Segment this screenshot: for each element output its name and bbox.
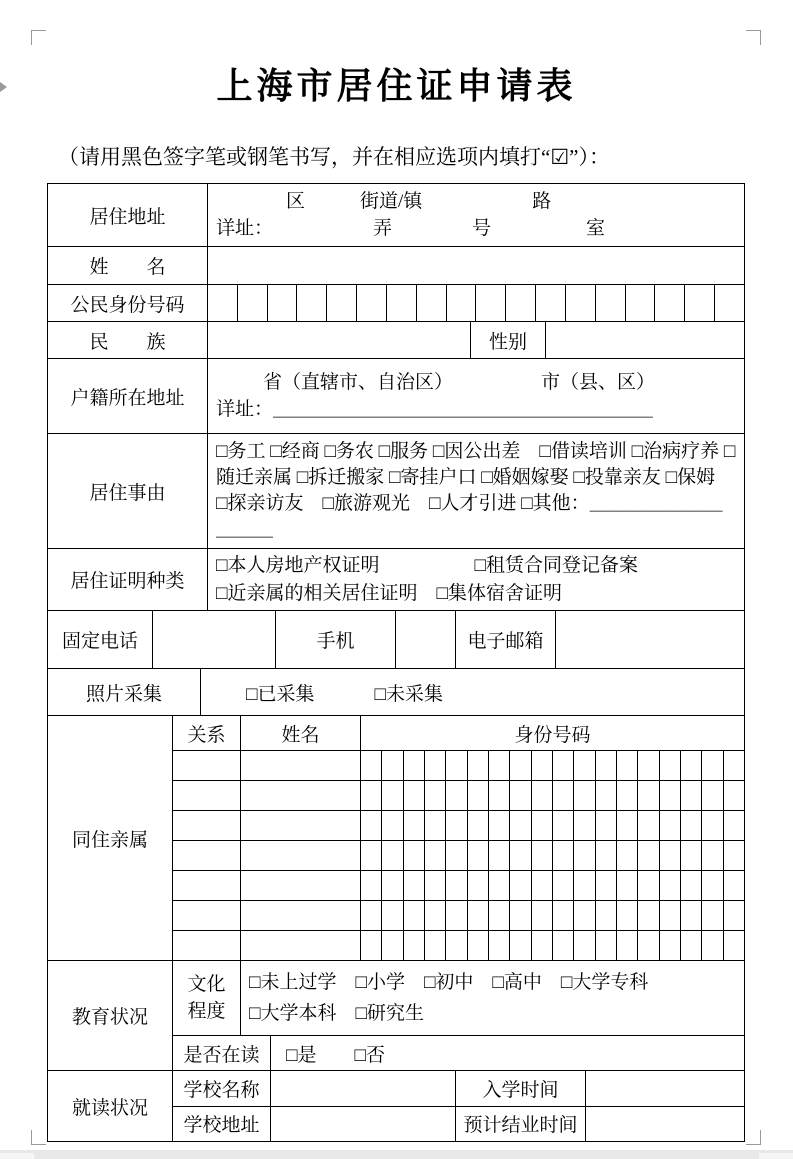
relative-id-digit-cell[interactable] xyxy=(445,931,466,960)
relative-id-digit-cell[interactable] xyxy=(488,811,509,840)
relatives-table xyxy=(173,716,744,960)
relative-id-digit-cell[interactable] xyxy=(552,931,573,960)
relative-name-header: 姓名 xyxy=(241,716,361,750)
ethnicity-label: 民 族 xyxy=(48,322,208,358)
relative-id-digit-cell[interactable] xyxy=(616,931,637,960)
relatives-body xyxy=(173,751,744,960)
district-unit-label: 区 xyxy=(286,191,306,212)
relative-id-digit-cell[interactable] xyxy=(595,841,616,870)
relative-id-boxes xyxy=(361,751,744,780)
city-unit-label: 市（县、区） xyxy=(541,372,656,393)
relative-id-digit-cell[interactable] xyxy=(509,901,530,930)
email-label: 电子邮箱 xyxy=(456,611,556,668)
school-name-input-cell[interactable] xyxy=(271,1071,456,1106)
relative-id-digit-cell[interactable] xyxy=(361,751,381,780)
relative-id-digit-cell[interactable] xyxy=(361,931,381,960)
relative-id-digit-cell[interactable] xyxy=(488,871,509,900)
province-unit-label: 省（直辖市、自治区） xyxy=(263,372,454,393)
citizen-id-digit-cell[interactable] xyxy=(535,285,565,321)
school-row xyxy=(48,1071,744,1141)
relative-id-digit-cell[interactable] xyxy=(573,841,594,870)
relative-id-digit-cell[interactable] xyxy=(595,751,616,780)
relative-id-digit-cell[interactable] xyxy=(637,811,658,840)
relation-input-cell[interactable] xyxy=(173,751,241,780)
relative-id-digit-cell[interactable] xyxy=(616,871,637,900)
residence-proof-options[interactable] xyxy=(208,549,744,610)
relative-id-digit-cell[interactable] xyxy=(445,751,466,780)
relative-name-input-cell[interactable] xyxy=(241,751,361,780)
relative-id-digit-cell[interactable] xyxy=(595,931,616,960)
mobile-input-cell[interactable] xyxy=(396,611,456,668)
citizen-id-digit-cell[interactable] xyxy=(654,285,684,321)
relative-id-digit-cell[interactable] xyxy=(467,781,488,810)
relative-id-digit-cell[interactable] xyxy=(723,841,744,870)
residence-reason-label: 居住事由 xyxy=(48,434,208,548)
relative-id-digit-cell[interactable] xyxy=(445,901,466,930)
studying-options[interactable]: □是 □否 xyxy=(286,1044,385,1066)
relative-id-digit-cell[interactable] xyxy=(680,751,701,780)
relative-id-digit-cell[interactable] xyxy=(445,781,466,810)
room-unit-label: 室 xyxy=(586,218,606,239)
relative-id-digit-cell[interactable] xyxy=(637,901,658,930)
citizen-id-digit-cell[interactable] xyxy=(565,285,595,321)
relative-id-digit-cell[interactable] xyxy=(531,901,552,930)
relative-id-digit-cell[interactable] xyxy=(531,841,552,870)
relative-id-boxes xyxy=(361,931,744,960)
education-subtable xyxy=(173,961,744,1070)
relation-header: 关系 xyxy=(173,716,241,750)
relative-id-digit-cell[interactable] xyxy=(595,781,616,810)
relative-id-digit-cell[interactable] xyxy=(595,871,616,900)
relative-id-digit-cell[interactable] xyxy=(509,841,530,870)
relative-id-digit-cell[interactable] xyxy=(424,871,445,900)
relative-id-digit-cell[interactable] xyxy=(701,841,722,870)
detail-address-prefix: 详址： xyxy=(216,218,274,239)
relative-id-digit-cell[interactable] xyxy=(403,811,424,840)
residence-proof-label: 居住证明种类 xyxy=(48,549,208,610)
relative-name-input-cell[interactable] xyxy=(241,901,361,930)
relative-id-digit-cell[interactable] xyxy=(595,811,616,840)
mobile-label: 手机 xyxy=(276,611,396,668)
enroll-time-label: 入学时间 xyxy=(456,1071,586,1106)
name-input-cell[interactable] xyxy=(208,247,744,284)
landline-input-cell[interactable] xyxy=(153,611,276,668)
photo-not-collected-checkbox[interactable]: □未采集 xyxy=(374,683,443,705)
photo-label: 照片采集 xyxy=(48,669,201,715)
relative-entry-row xyxy=(173,901,744,931)
relative-id-digit-cell[interactable] xyxy=(680,841,701,870)
household-address-row xyxy=(48,359,744,434)
school-name-row xyxy=(173,1071,744,1107)
relative-id-digit-cell[interactable] xyxy=(659,871,680,900)
relative-id-digit-cell[interactable] xyxy=(445,811,466,840)
relative-id-boxes xyxy=(361,781,744,810)
citizen-id-digit-cell[interactable] xyxy=(446,285,476,321)
citizen-id-digit-cell[interactable] xyxy=(684,285,714,321)
relative-id-digit-cell[interactable] xyxy=(488,901,509,930)
finish-time-input-cell[interactable] xyxy=(586,1107,744,1142)
household-address-line2 xyxy=(216,396,736,423)
next-page-corner-left xyxy=(0,1153,34,1159)
lane-unit-label: 弄 xyxy=(373,218,393,239)
relative-id-digit-cell[interactable] xyxy=(701,751,722,780)
residence-address-label: 居住地址 xyxy=(48,184,208,246)
education-level-line2[interactable]: □大学本科 □研究生 xyxy=(249,1003,424,1024)
margin-mark-top-right xyxy=(746,30,761,45)
relative-id-digit-cell[interactable] xyxy=(467,811,488,840)
relative-id-digit-cell[interactable] xyxy=(573,901,594,930)
relative-id-digit-cell[interactable] xyxy=(552,751,573,780)
relative-id-digit-cell[interactable] xyxy=(445,871,466,900)
relative-id-digit-cell[interactable] xyxy=(381,841,402,870)
studying-label: 是否在读 xyxy=(173,1036,271,1070)
household-address-input-cell[interactable] xyxy=(208,359,744,433)
relative-id-digit-cell[interactable] xyxy=(488,841,509,870)
school-address-input-cell[interactable] xyxy=(271,1107,456,1142)
name-row xyxy=(48,247,744,285)
relative-id-digit-cell[interactable] xyxy=(403,841,424,870)
relative-id-digit-cell[interactable] xyxy=(701,811,722,840)
relative-id-digit-cell[interactable] xyxy=(637,871,658,900)
relative-id-digit-cell[interactable] xyxy=(531,931,552,960)
relative-id-digit-cell[interactable] xyxy=(573,931,594,960)
relative-id-digit-cell[interactable] xyxy=(680,901,701,930)
residence-address-row xyxy=(48,184,744,247)
relative-id-digit-cell[interactable] xyxy=(659,841,680,870)
relative-id-digit-cell[interactable] xyxy=(552,901,573,930)
education-label: 教育状况 xyxy=(48,961,173,1070)
relative-id-digit-cell[interactable] xyxy=(723,931,744,960)
gender-input-cell[interactable] xyxy=(546,322,744,358)
residence-address-input-cell[interactable] xyxy=(208,184,744,246)
relative-id-digit-cell[interactable] xyxy=(531,871,552,900)
relative-id-digit-cell[interactable] xyxy=(616,811,637,840)
relative-id-digit-cell[interactable] xyxy=(531,781,552,810)
relative-id-digit-cell[interactable] xyxy=(680,931,701,960)
education-level-options xyxy=(241,961,744,1035)
residence-proof-row xyxy=(48,549,744,611)
instruction-note: （请用黑色签字笔或钢笔书写，并在相应选项内填打“☑”）： xyxy=(58,145,610,169)
relative-id-digit-cell[interactable] xyxy=(509,751,530,780)
relative-id-digit-cell[interactable] xyxy=(381,871,402,900)
school-status-label: 就读状况 xyxy=(48,1071,173,1141)
school-address-label: 学校地址 xyxy=(173,1107,271,1142)
relative-id-digit-cell[interactable] xyxy=(637,931,658,960)
relative-id-digit-cell[interactable] xyxy=(723,811,744,840)
household-detail-blank: 详址：＿＿＿＿＿＿＿＿＿＿＿＿＿＿＿＿＿＿＿＿ xyxy=(216,399,654,420)
relative-id-boxes xyxy=(361,811,744,840)
residence-reason-row xyxy=(48,434,744,549)
relative-id-digit-cell[interactable] xyxy=(403,901,424,930)
relative-id-digit-cell[interactable] xyxy=(680,811,701,840)
relative-id-digit-cell[interactable] xyxy=(403,781,424,810)
margin-mark-top-left xyxy=(31,30,46,45)
education-level-row xyxy=(173,961,744,1036)
relative-id-digit-cell[interactable] xyxy=(701,931,722,960)
relative-id-digit-cell[interactable] xyxy=(701,871,722,900)
photo-options xyxy=(201,669,744,715)
relative-id-digit-cell[interactable] xyxy=(616,751,637,780)
residence-address-line2 xyxy=(216,215,736,242)
relation-input-cell[interactable] xyxy=(173,871,241,900)
citizen-id-boxes xyxy=(208,285,744,321)
relative-id-digit-cell[interactable] xyxy=(424,811,445,840)
relative-id-header: 身份号码 xyxy=(514,724,591,746)
landline-label: 固定电话 xyxy=(48,611,153,668)
studying-row xyxy=(173,1036,744,1070)
citizen-id-row xyxy=(48,285,744,322)
relative-entry-row xyxy=(173,781,744,811)
ethnicity-gender-row xyxy=(48,322,744,359)
relative-id-digit-cell[interactable] xyxy=(659,811,680,840)
finish-time-label: 预计结业时间 xyxy=(456,1107,586,1142)
citizen-id-digit-cell[interactable] xyxy=(625,285,655,321)
residence-reason-options[interactable]: □务工 □经商 □务农 □服务 □因公出差 □借读培训 □治病疗养 □随迁亲属 □拆迁搬家 □寄挂户口 □婚姻嫁娶 □投靠亲友 □保姆 □探亲访友 □旅游观光 □人才引进 □其他：＿＿＿＿＿＿＿＿＿＿ xyxy=(216,441,736,540)
relative-id-digit-cell[interactable] xyxy=(509,781,530,810)
relative-id-digit-cell[interactable] xyxy=(637,751,658,780)
relative-id-digit-cell[interactable] xyxy=(701,781,722,810)
relative-id-digit-cell[interactable] xyxy=(573,811,594,840)
relative-id-digit-cell[interactable] xyxy=(361,871,381,900)
citizen-id-digit-cell[interactable] xyxy=(505,285,535,321)
street-town-unit-label: 街道/镇 xyxy=(360,191,423,212)
relative-id-digit-cell[interactable] xyxy=(637,841,658,870)
page-break-strip xyxy=(0,1150,793,1159)
photo-row xyxy=(48,669,744,716)
relative-id-digit-cell[interactable] xyxy=(531,751,552,780)
relative-entry-row xyxy=(173,841,744,871)
contact-row xyxy=(48,611,744,669)
number-unit-label: 号 xyxy=(472,218,492,239)
relative-id-digit-cell[interactable] xyxy=(616,841,637,870)
household-address-label: 户籍所在地址 xyxy=(48,359,208,433)
relative-entry-row xyxy=(173,871,744,901)
relative-id-digit-cell[interactable] xyxy=(701,901,722,930)
relative-id-digit-cell[interactable] xyxy=(381,751,402,780)
relative-id-digit-cell[interactable] xyxy=(723,871,744,900)
relative-entry-row xyxy=(173,931,744,960)
citizen-id-digit-cell[interactable] xyxy=(326,285,356,321)
school-name-label: 学校名称 xyxy=(173,1071,271,1106)
citizen-id-digit-cell[interactable] xyxy=(416,285,446,321)
relative-id-digit-cell[interactable] xyxy=(659,901,680,930)
relative-id-digit-cell[interactable] xyxy=(424,901,445,930)
relative-id-digit-cell[interactable] xyxy=(723,901,744,930)
relative-id-digit-cell[interactable] xyxy=(552,841,573,870)
name-label: 姓 名 xyxy=(48,247,208,284)
relative-entry-row xyxy=(173,751,744,781)
enroll-time-input-cell[interactable] xyxy=(586,1071,744,1106)
household-address-line1 xyxy=(216,369,736,396)
citizen-id-label: 公民身份号码 xyxy=(48,285,208,321)
relative-entry-row xyxy=(173,811,744,841)
citizen-id-digit-cell[interactable] xyxy=(595,285,625,321)
relatives-label: 同住亲属 xyxy=(48,716,173,960)
relative-id-digit-cell[interactable] xyxy=(403,871,424,900)
page-title: 上海市居住证申请表 xyxy=(216,65,577,106)
relative-id-digit-cell[interactable] xyxy=(381,811,402,840)
relative-id-digit-cell[interactable] xyxy=(573,751,594,780)
relative-id-digit-cell[interactable] xyxy=(488,931,509,960)
relative-id-digit-cell[interactable] xyxy=(509,811,530,840)
email-input-cell[interactable] xyxy=(556,611,744,668)
citizen-id-digit-cell[interactable] xyxy=(237,285,267,321)
relative-id-digit-cell[interactable] xyxy=(467,931,488,960)
relative-id-digit-cell[interactable] xyxy=(381,901,402,930)
relative-id-digit-cell[interactable] xyxy=(509,931,530,960)
relation-input-cell[interactable] xyxy=(173,901,241,930)
relation-input-cell[interactable] xyxy=(173,781,241,810)
citizen-id-digit-cell[interactable] xyxy=(267,285,297,321)
relative-id-digit-cell[interactable] xyxy=(403,931,424,960)
relative-id-digit-cell[interactable] xyxy=(573,781,594,810)
relative-id-digit-cell[interactable] xyxy=(467,901,488,930)
citizen-id-digit-cell[interactable] xyxy=(475,285,505,321)
relative-id-digit-cell[interactable] xyxy=(723,781,744,810)
residence-address-line1 xyxy=(216,188,736,215)
next-page-corner-right xyxy=(759,1153,793,1159)
relative-id-digit-cell[interactable] xyxy=(488,751,509,780)
relative-id-digit-cell[interactable] xyxy=(424,781,445,810)
citizen-id-digit-cell[interactable] xyxy=(296,285,326,321)
relative-name-input-cell[interactable] xyxy=(241,811,361,840)
relative-id-digit-cell[interactable] xyxy=(616,901,637,930)
education-level-label: 文化程度 xyxy=(173,961,241,1035)
ethnicity-input-cell[interactable] xyxy=(208,322,471,358)
relative-id-digit-cell[interactable] xyxy=(659,751,680,780)
relative-id-digit-cell[interactable] xyxy=(424,931,445,960)
relative-id-digit-cell[interactable] xyxy=(488,781,509,810)
relative-id-digit-cell[interactable] xyxy=(552,781,573,810)
relative-id-digit-cell[interactable] xyxy=(680,781,701,810)
relative-name-input-cell[interactable] xyxy=(241,931,361,960)
relative-id-digit-cell[interactable] xyxy=(361,841,381,870)
relative-id-digit-cell[interactable] xyxy=(659,781,680,810)
citizen-id-digit-cell[interactable] xyxy=(356,285,386,321)
margin-mark-bottom-right xyxy=(746,1130,761,1145)
relative-id-digit-cell[interactable] xyxy=(361,781,381,810)
relative-id-digit-cell[interactable] xyxy=(424,751,445,780)
relation-input-cell[interactable] xyxy=(173,931,241,960)
gender-label: 性别 xyxy=(471,322,546,358)
relative-id-digit-cell[interactable] xyxy=(659,931,680,960)
education-level-line1[interactable]: □未上过学 □小学 □初中 □高中 □大学专科 xyxy=(249,972,649,993)
relative-id-digit-cell[interactable] xyxy=(531,811,552,840)
application-table xyxy=(47,183,745,1142)
school-address-row xyxy=(173,1107,744,1142)
relative-name-input-cell[interactable] xyxy=(241,781,361,810)
relative-id-digit-cell[interactable] xyxy=(467,751,488,780)
relative-id-digit-cell[interactable] xyxy=(552,811,573,840)
relative-id-digit-cell[interactable] xyxy=(573,871,594,900)
relative-name-input-cell[interactable] xyxy=(241,841,361,870)
relative-id-digit-cell[interactable] xyxy=(424,841,445,870)
relatives-row xyxy=(48,716,744,961)
relative-id-boxes xyxy=(361,871,744,900)
relatives-header-row xyxy=(173,716,744,751)
relative-id-digit-cell[interactable] xyxy=(445,841,466,870)
relative-name-input-cell[interactable] xyxy=(241,871,361,900)
relative-id-digit-cell[interactable] xyxy=(509,871,530,900)
relative-id-digit-cell[interactable] xyxy=(361,901,381,930)
relative-id-boxes xyxy=(361,901,744,930)
citizen-id-digit-cell[interactable] xyxy=(208,285,237,321)
relative-id-digit-cell[interactable] xyxy=(595,901,616,930)
relative-id-boxes xyxy=(361,841,744,870)
residence-proof-line1[interactable]: □本人房地产权证明 □租赁合同登记备案 xyxy=(216,554,638,576)
relative-id-digit-cell[interactable] xyxy=(637,781,658,810)
road-unit-label: 路 xyxy=(532,191,552,212)
left-margin-arrow-icon xyxy=(0,82,7,92)
relative-id-digit-cell[interactable] xyxy=(467,841,488,870)
relation-input-cell[interactable] xyxy=(173,841,241,870)
relative-id-digit-cell[interactable] xyxy=(361,811,381,840)
relative-id-digit-cell[interactable] xyxy=(403,751,424,780)
relative-id-digit-cell[interactable] xyxy=(680,871,701,900)
education-row xyxy=(48,961,744,1071)
relative-id-digit-cell[interactable] xyxy=(381,931,402,960)
relative-id-digit-cell[interactable] xyxy=(467,871,488,900)
photo-collected-checkbox[interactable]: □已采集 xyxy=(246,683,315,705)
residence-proof-line2[interactable]: □近亲属的相关居住证明 □集体宿舍证明 xyxy=(216,582,562,604)
school-subtable xyxy=(173,1071,744,1141)
citizen-id-digit-cell[interactable] xyxy=(386,285,416,321)
relative-id-digit-cell[interactable] xyxy=(552,871,573,900)
relation-input-cell[interactable] xyxy=(173,811,241,840)
relative-id-digit-cell[interactable] xyxy=(616,781,637,810)
relative-id-digit-cell[interactable] xyxy=(723,751,744,780)
relative-id-digit-cell[interactable] xyxy=(381,781,402,810)
margin-mark-bottom-left xyxy=(31,1130,46,1145)
citizen-id-digit-cell[interactable] xyxy=(714,285,744,321)
